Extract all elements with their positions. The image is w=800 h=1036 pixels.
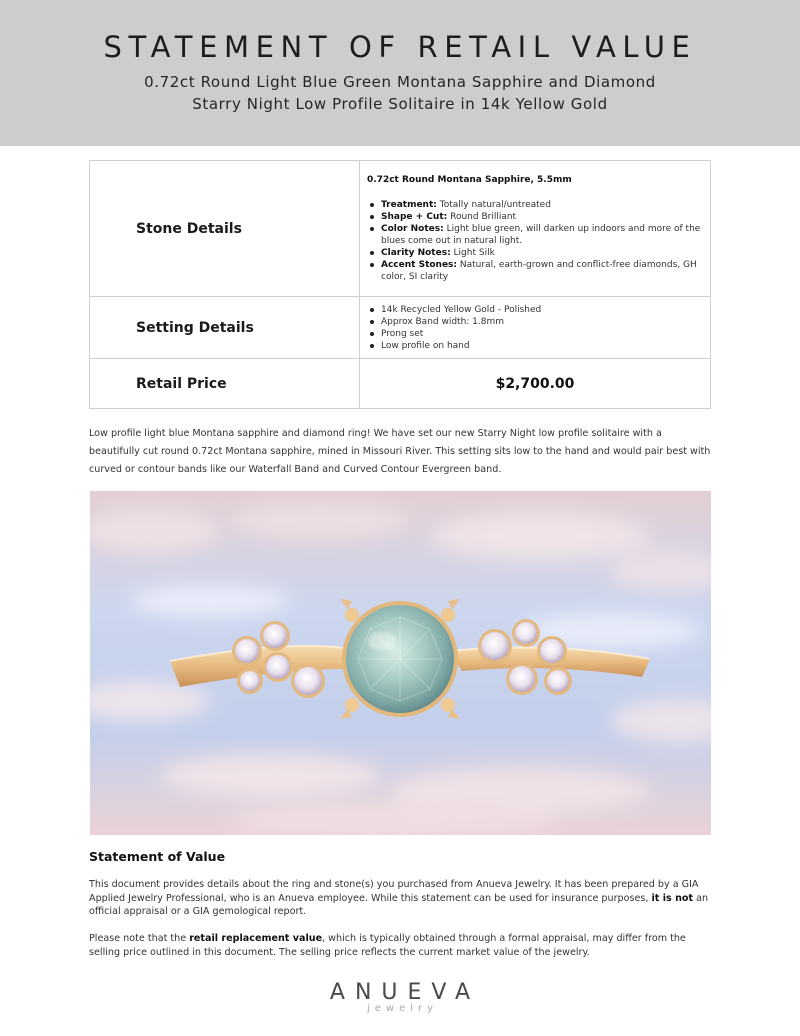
page-subtitle (0, 71, 800, 115)
setting-detail-item: Low profile on hand (367, 340, 702, 352)
stone-details-value (360, 161, 711, 297)
stone-details-row (90, 161, 711, 297)
statement-p1-text-a: This document provides details about the ring and stone(s) you purchased from Anueva Jewelry. It has been prepared by a GIA Applied Jewelry Professional, who is an Anueva employee. While this statement can be used for insurance purposes, (89, 879, 699, 904)
stone-detail-item (367, 211, 702, 223)
retail-price-row (90, 359, 711, 409)
stone-detail-value: Round Brilliant (450, 212, 517, 222)
statement-of-value-heading: Statement of Value (89, 849, 226, 864)
stone-detail-key: Color Notes: (381, 224, 444, 234)
stone-detail-value: Totally natural/untreated (439, 200, 551, 210)
ring-illustration (90, 491, 711, 835)
stone-detail-key: Treatment: (381, 200, 437, 210)
setting-details-value (360, 297, 711, 359)
stone-detail-item (367, 223, 702, 247)
setting-details-row (90, 297, 711, 359)
setting-details-list (367, 304, 702, 352)
ring-photo (90, 491, 711, 835)
statement-paragraph-2 (89, 932, 715, 959)
stone-detail-value: Light blue green, will darken up indoors and more of the blues come out in natural light. (381, 224, 701, 246)
setting-detail-item: Prong set (367, 328, 702, 340)
stone-detail-item (367, 199, 702, 211)
details-table (89, 160, 711, 409)
stone-detail-item (367, 259, 702, 283)
retail-price-value: $2,700.00 (360, 359, 711, 409)
statement-p2-bold: retail replacement value (189, 933, 323, 944)
logo-subtext: jewelry (366, 1003, 439, 1014)
page-title: STATEMENT OF RETAIL VALUE (103, 30, 697, 64)
setting-detail-item: 14k Recycled Yellow Gold - Polished (367, 304, 702, 316)
statement-p1-bold: it is not (651, 892, 694, 904)
retail-price-label: Retail Price (90, 359, 360, 409)
stone-detail-value: Natural, earth-grown and conflict-free diamonds, GH color, SI clarity (381, 260, 697, 282)
stone-detail-item (367, 247, 702, 259)
setting-detail-item: Approx Band width: 1.8mm (367, 316, 702, 328)
header-banner (0, 0, 800, 146)
subtitle-line-2: Starry Night Low Profile Solitaire in 14k Yellow Gold (192, 95, 608, 113)
subtitle-line-1: 0.72ct Round Light Blue Green Montana Sapphire and Diamond (144, 73, 656, 91)
statement-p1-text-b: an official appraisal or a GIA gemological report. (89, 892, 709, 917)
logo-brand: ANUEVA (329, 980, 481, 1005)
stone-heading: 0.72ct Round Montana Sapphire, 5.5mm (367, 175, 572, 185)
statement-paragraph-1 (89, 878, 715, 919)
stone-detail-key: Accent Stones: (381, 260, 458, 270)
stone-details-list (367, 199, 702, 283)
stone-detail-key: Clarity Notes: (381, 248, 451, 258)
setting-details-label: Setting Details (90, 297, 360, 359)
anueva-logo (0, 980, 800, 1014)
stone-detail-value: Light Silk (453, 248, 495, 258)
stone-detail-key: Shape + Cut: (381, 212, 448, 222)
statement-p2-text-b: , which is typically obtained through a formal appraisal, may differ from the selling price outlined in this document. The selling price reflects the current market value of the jewelry. (89, 933, 686, 958)
stone-details-label: Stone Details (90, 161, 360, 297)
product-description: Low profile light blue Montana sapphire and diamond ring! We have set our new Starry Night low profile solitaire with a beautifully cut round 0.72ct Montana sapphire, mined in Missouri River. This setting sits low to the hand and would pair best with curved or contour bands like our Waterfall Band and Curved Contour Evergreen band. (89, 428, 711, 475)
statement-p2-text-a: Please note that the (89, 933, 190, 944)
